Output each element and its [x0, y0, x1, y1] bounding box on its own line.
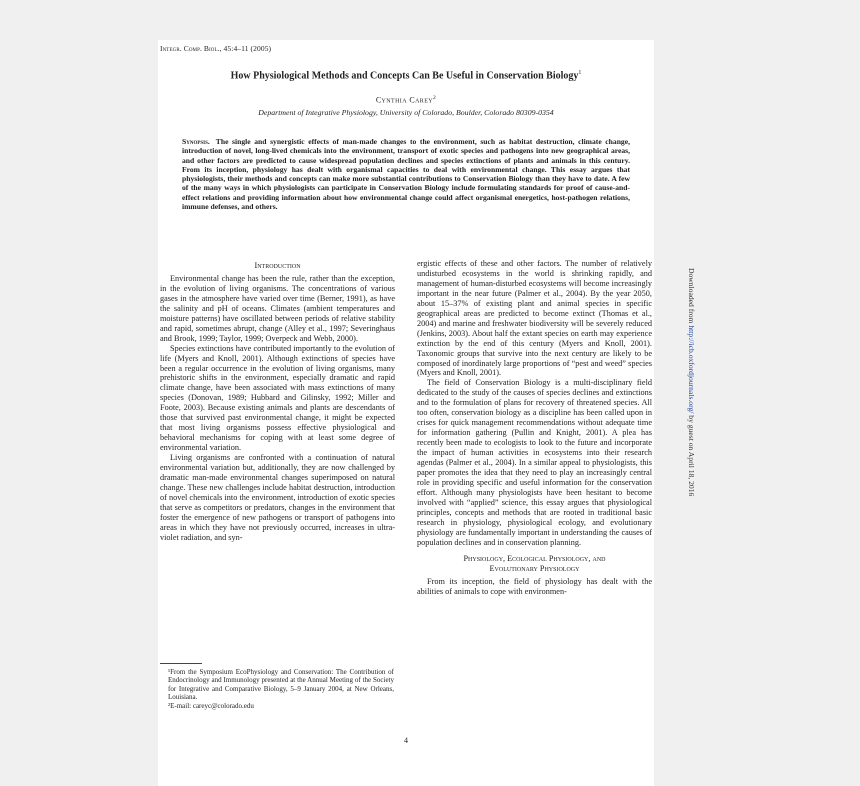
section-heading-line: Evolutionary Physiology — [489, 563, 580, 573]
affiliation: Department of Integrative Physiology, University of Colorado, Boulder, Colorado 80309-0354 — [258, 108, 554, 117]
paragraph: ergistic effects of these and other factors. The number of relatively undisturbed ecosystems in the world is shrinking rapidly, and management of human-disturbed ecosystems will become increasingly important in the near future (Palmer et al., 2004). By the year 2050, about 15–37% of existing plant and animal species in specific geographical areas are predicted to become extinct (Thomas et al., 2004) and marine and freshwater biodiversity will be severely reduced (Jenkins, 2003). About half the extant species on earth may experience extinction by the end of this century (Myers and Knoll, 2001). Taxonomic groups that survive into the next century are likely to be composed of inordinately large proportions of “pest and weed” species (Myers and Knoll, 2001). — [417, 259, 652, 378]
running-head: Integr. Comp. Biol., 45:4–11 (2005) — [160, 44, 272, 53]
download-note — [684, 268, 696, 728]
left-column — [160, 259, 395, 543]
synopsis-label: Synopsis. — [182, 137, 210, 146]
paragraph: Species extinctions have contributed importantly to the evolution of life (Myers and Knoll, 2001). Although extinctions of species have been a regular occurrence in the evolution of living organisms, many prehistoric shifts in the environment, especially dramatic and rapid climate change, have been associated with mass extinctions of many species (Donovan, 1989; Hubbard and Gilinsky, 1992; Miller and Foote, 2003). Because existing animals and plants are descendants of those that survived past environmental change, it might be expected that most living organisms possess effective physiological and behavioral mechanisms for coping with at least some degree of environmental variation. — [160, 343, 395, 453]
author-footnote-mark: 2 — [433, 95, 437, 101]
synopsis-text: The single and synergistic effects of man-made changes to the environment, such as habitat destruction, climate change, introduction of novel, long-lived chemicals into the environment, transport of exotic species and pathogens into new geographical areas, and other factors are predicted to cause widespread population declines and species extinctions of plants and animals in this century. From its inception, physiology has dealt with organismal capacities to deal with environmental change. This essay argues that physiologists, their methods and concepts can make more substantial contributions to Conservation Biology than they have to date. A few of the many ways in which physiologists can participate in Conservation Biology include formulating standards for proof of cause-and-effect relations and providing information about how environmental change could affect organismal energetics, host-pathogen relations, immune defenses, and others. — [182, 137, 630, 212]
download-note-suffix: by guest on April 18, 2016 — [687, 413, 696, 497]
download-note-prefix: Downloaded from — [687, 268, 696, 326]
author — [158, 95, 654, 105]
paragraph: From its inception, the field of physiology has dealt with the abilities of animals to cope with environmen- — [417, 576, 652, 596]
title-text: How Physiological Methods and Concepts Can Be Useful in Conservation Biology — [230, 70, 579, 82]
section-heading-physiology — [417, 554, 652, 574]
paper-title — [158, 70, 654, 81]
right-column — [417, 259, 652, 597]
footnotes — [168, 668, 394, 710]
paper-page — [158, 40, 654, 786]
footnote-1: ¹From the Symposium EcoPhysiology and Conservation: The Contribution of Endocrinology and Immunology presented at the Annual Meeting of the Society for Integrative and Comparative Biology, 5–9 January 2004, at New Orleans, Louisiana. — [168, 668, 394, 702]
paragraph: Living organisms are confronted with a continuation of natural environmental variation but, additionally, they are now challenged by dramatic man-made environmental changes superimposed on natural change. These new challenges include habitat destruction, introduction of novel chemicals into the environment, introduction of exotic species that serve as competitors or predators, changes in the environment that foster the emergence of new pathogens or transport of pathogens into areas in which they have not previously occurred, increases in ultra-violet radiation, and syn- — [160, 453, 395, 542]
footnote-2: ²E-mail: careyc@colorado.edu — [168, 701, 254, 710]
author-name: Cynthia Carey — [375, 95, 434, 105]
section-heading-line: Physiology, Ecological Physiology, and — [463, 553, 606, 563]
title-footnote-mark: 1 — [578, 70, 582, 76]
section-heading-introduction: Introduction — [254, 261, 301, 270]
download-link[interactable]: http://icb.oxfordjournals.org/ — [687, 325, 696, 414]
page-number: 4 — [404, 736, 408, 745]
paragraph: The field of Conservation Biology is a multi-disciplinary field dedicated to the study of the causes of species declines and extinctions and to the formulation of plans for recovery of threatened species. All too often, conservation biology as a discipline has been called upon in crises for quick management recommendations without adequate time for information gathering (Pullin and Knight, 2001). A plea has recently been made to ecologists to look to the future and incorporate the impact of human activities in ecosystems into their research agendas (Palmer et al., 2004). In a similar appeal to physiologists, this paper promotes the idea that they need to play an increasingly central role in providing specific and useful information for the conservation effort. Although many physiologists have been hesitant to become involved with “applied” science, this essay argues that physiological principles, concepts and methods that are rooted in traditional basic research in physiology, physiological ecology, and evolutionary physiology are fundamentally important in understanding the causes of population declines and in conservation planning. — [417, 378, 652, 547]
footnote-rule — [160, 663, 202, 664]
synopsis — [182, 137, 630, 211]
paragraph: Environmental change has been the rule, rather than the exception, in the evolution of living organisms. The concentrations of various gases in the atmosphere have varied over time (Berner, 1991), as have the salinity and pH of oceans. Climates (ambient temperatures and moisture patterns) have oscillated between periods of relative stability and rapid, sometimes abrupt, change (Alley et al., 1997; Severinghaus and Brook, 1999; Taylor, 1999; Overpeck and Webb, 2000). — [160, 273, 395, 343]
